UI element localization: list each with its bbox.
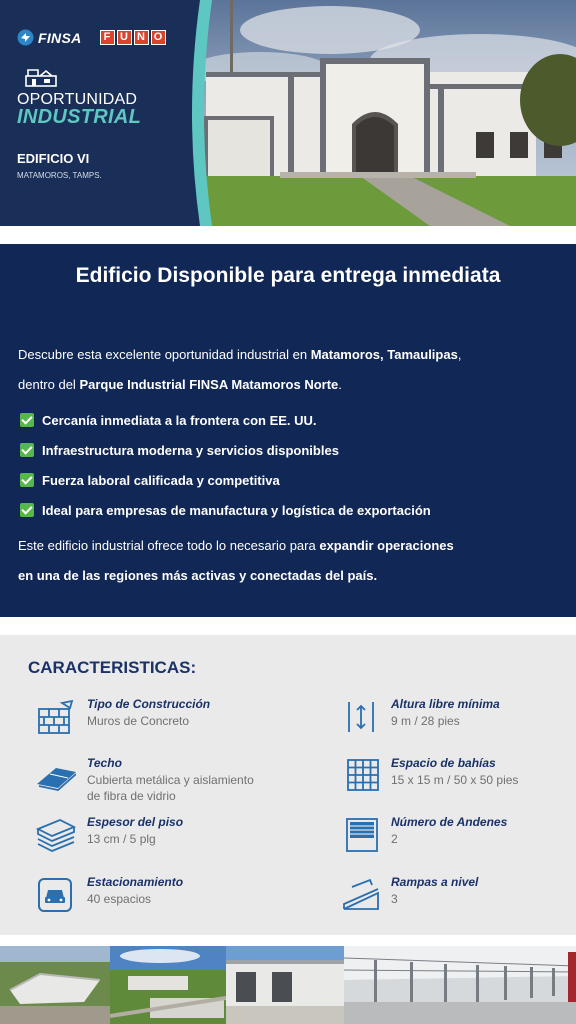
ramp-icon (340, 877, 380, 913)
warehouse-interior-photo (344, 946, 576, 1024)
funo-letter: U (117, 30, 132, 45)
opportunity-subtitle: INDUSTRIAL (17, 106, 142, 128)
closing-highlight: expandir operaciones (319, 538, 454, 553)
grid-icon (340, 758, 380, 794)
feature-value: 13 cm / 5 plg (87, 832, 156, 846)
feature-name: Techo (87, 756, 122, 770)
feature-name: Número de Andenes (391, 815, 508, 829)
list-item (20, 465, 565, 495)
benefit-list (20, 405, 565, 525)
funo-letter: F (100, 30, 115, 45)
info-heading: Edificio Disponible para entrega inmediata (75, 264, 501, 287)
checkmark-icon (20, 473, 34, 487)
feature-value: 40 espacios (87, 892, 152, 906)
intro-highlight: Parque Industrial FINSA Matamoros Norte (79, 377, 339, 392)
building-name: EDIFICIO VI (17, 151, 90, 166)
features-heading: CARACTERISTICAS: (28, 658, 197, 677)
photo-strip (0, 946, 576, 1024)
checkmark-icon (20, 503, 34, 517)
feature-name: Altura libre mínima (391, 697, 500, 711)
intro-highlight: Matamoros, Tamaulipas (310, 347, 458, 362)
feature-name: Tipo de Construcción (87, 697, 211, 711)
checkmark-icon (20, 413, 34, 427)
feature-value: 9 m / 28 pies (391, 714, 460, 728)
list-item-text: Fuerza laboral calificada y competitiva (42, 472, 280, 488)
feature-value: 15 x 15 m / 50 x 50 pies (391, 773, 519, 787)
factory-icon (24, 66, 58, 88)
dock-door-icon (340, 817, 380, 853)
intro-text: Descubre esta excelente oportunidad industrial en (18, 347, 311, 362)
feature-value: 2 (391, 832, 398, 846)
finsa-logo-text: FINSA (38, 29, 82, 46)
feature-value: 3 (391, 892, 398, 906)
roof-icon (36, 758, 76, 794)
building-location: MATAMOROS, TAMPS. (17, 171, 102, 180)
list-item-text: Infraestructura moderna y servicios disponibles (42, 442, 339, 458)
checkmark-icon (20, 443, 34, 457)
aerial-photo (110, 946, 226, 1024)
brick-wall-icon (36, 699, 76, 735)
aerial-photo (0, 946, 110, 1024)
hero-banner (0, 0, 576, 226)
feature-name: Espacio de bahías (391, 756, 496, 770)
closing-text: Este edificio industrial ofrece todo lo necesario para (18, 538, 320, 553)
opportunity-title: OPORTUNIDAD (17, 91, 138, 108)
intro-text: , (457, 347, 462, 362)
dock-photo (226, 946, 344, 1024)
list-item (20, 435, 565, 465)
brand-logos (17, 29, 166, 46)
feature-name: Rampas a nivel (391, 875, 479, 889)
floor-layers-icon (36, 817, 76, 853)
list-item-text: Ideal para empresas de manufactura y logística de exportación (42, 502, 431, 518)
intro-text: dentro del (18, 377, 80, 392)
funo-letter: N (134, 30, 149, 45)
intro-text: . (338, 377, 342, 392)
feature-value: Muros de Concreto (87, 714, 190, 728)
list-item-text: Cercanía inmediata a la frontera con EE. UU. (42, 412, 317, 428)
list-item (20, 495, 565, 525)
finsa-logo-icon (17, 29, 34, 46)
feature-name: Estacionamiento (87, 875, 184, 889)
funo-logo (100, 30, 166, 45)
feature-name: Espesor del piso (87, 815, 184, 829)
closing-highlight: en una de las regiones más activas y conectadas del país. (18, 568, 378, 583)
list-item (20, 405, 565, 435)
closing-paragraph (18, 531, 563, 591)
intro-paragraph (18, 340, 563, 400)
funo-letter: O (151, 30, 166, 45)
height-icon (340, 699, 380, 735)
feature-value-line2: de fibra de vidrio (87, 789, 176, 803)
car-icon (36, 877, 76, 913)
feature-value: Cubierta metálica y aislamiento (87, 773, 254, 787)
